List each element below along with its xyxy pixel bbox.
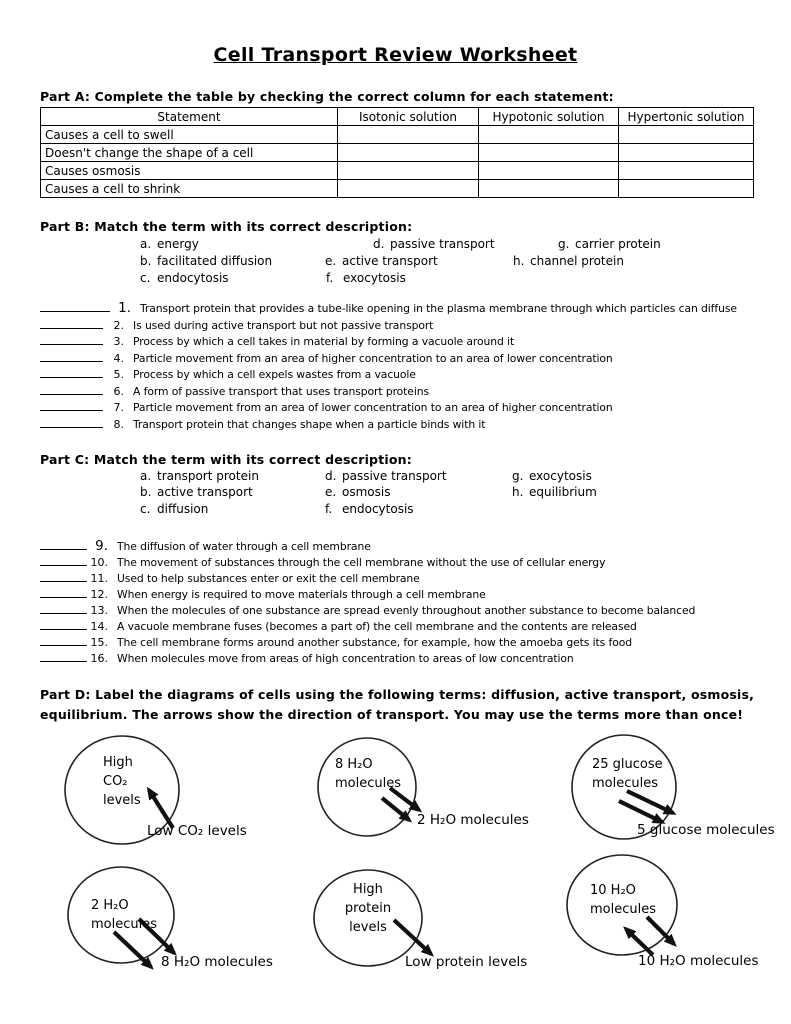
part-a-heading: Part A: Complete the table by checking the correct column for each statement: — [40, 89, 614, 104]
answer-blank[interactable] — [40, 383, 103, 395]
cell-diagram-water-active — [65, 866, 273, 1000]
answer-blank[interactable] — [40, 416, 103, 428]
question-row: 15. The cell membrane forms around another substance, for example, how the amoeba gets its food — [40, 634, 791, 650]
answer-blank[interactable] — [40, 366, 103, 378]
question-row: 8. Transport protein that changes shape when a particle binds with it — [40, 416, 791, 433]
answer-blank[interactable] — [40, 570, 87, 582]
page-title: Cell Transport Review Worksheet — [213, 44, 578, 66]
table-row — [41, 180, 754, 198]
answer-blank[interactable] — [40, 399, 103, 411]
question-row: 1. Transport protein that provides a tube-like opening in the plasma membrane through which particles can diffuse — [40, 300, 791, 317]
answer-cell[interactable] — [479, 180, 619, 198]
question-row: 6. A form of passive transport that uses transport proteins — [40, 383, 791, 400]
inside-label: High protein levels — [344, 882, 392, 935]
inside-label: 8 H₂O molecules — [335, 757, 401, 791]
table-row — [41, 144, 754, 162]
part-b-terms — [0, 237, 791, 291]
answer-blank[interactable] — [40, 602, 87, 614]
question-row: 9. The diffusion of water through a cell membrane — [40, 538, 791, 554]
question-row: 13. When the molecules of one substance are spread evenly throughout another substance to become balanced — [40, 602, 791, 618]
part-b-heading: Part B: Match the term with its correct description: — [40, 219, 413, 234]
term-option-b: b. active transport — [140, 485, 253, 499]
outside-label: 10 H₂O molecules — [638, 953, 759, 969]
column-header-hypotonic: Hypotonic solution — [479, 108, 619, 126]
part-a-table — [40, 107, 754, 198]
question-row: 7. Particle movement from an area of lower concentration to an area of higher concentration — [40, 399, 791, 416]
outside-label: 2 H₂O molecules — [417, 812, 529, 828]
term-option-a: a. transport protein — [140, 469, 259, 483]
term-option-c: c. endocytosis — [140, 271, 229, 285]
outside-label: Low CO₂ levels — [147, 823, 247, 839]
question-row: 2. Is used during active transport but not passive transport — [40, 317, 791, 334]
cell-diagram-co2 — [57, 733, 262, 848]
part-c-heading: Part C: Match the term with its correct description: — [40, 452, 412, 467]
term-option-d: d. passive transport — [373, 237, 495, 251]
outside-label: 5 glucose molecules — [637, 822, 775, 838]
question-row: 12. When energy is required to move materials through a cell membrane — [40, 586, 791, 602]
answer-cell[interactable] — [338, 162, 479, 180]
answer-blank[interactable] — [40, 317, 103, 329]
answer-blank[interactable] — [40, 634, 87, 646]
answer-cell[interactable] — [479, 162, 619, 180]
term-option-g: g. carrier protein — [558, 237, 661, 251]
answer-blank[interactable] — [40, 586, 87, 598]
term-option-f: f. endocytosis — [325, 502, 414, 516]
cell-diagram-water-out — [305, 733, 529, 848]
answer-blank[interactable] — [40, 554, 87, 566]
cell-diagram-glucose — [565, 733, 791, 848]
term-option-g: g. exocytosis — [512, 469, 592, 483]
term-option-d: d. passive transport — [325, 469, 447, 483]
outside-label: 8 H₂O molecules — [161, 954, 273, 970]
answer-blank[interactable] — [40, 300, 110, 312]
answer-cell[interactable] — [479, 144, 619, 162]
term-option-h: h. channel protein — [513, 254, 624, 268]
answer-blank[interactable] — [40, 538, 87, 550]
inside-label: 10 H₂O molecules — [590, 883, 656, 917]
statement-cell: Doesn't change the shape of a cell — [41, 144, 338, 162]
term-option-e: e. active transport — [325, 254, 438, 268]
answer-cell[interactable] — [619, 144, 754, 162]
part-d-heading-line2: equilibrium. The arrows show the direction of transport. You may use the terms more than once! — [40, 707, 744, 722]
column-header-isotonic: Isotonic solution — [338, 108, 479, 126]
table-row — [41, 162, 754, 180]
question-row: 3. Process by which a cell takes in material by forming a vacuole around it — [40, 333, 791, 350]
answer-cell[interactable] — [338, 180, 479, 198]
answer-cell[interactable] — [619, 162, 754, 180]
question-row: 5. Process by which a cell expels wastes from a vacuole — [40, 366, 791, 383]
term-option-c: c. diffusion — [140, 502, 209, 516]
answer-cell[interactable] — [619, 126, 754, 144]
answer-cell[interactable] — [619, 180, 754, 198]
column-header-hypertonic: Hypertonic solution — [619, 108, 754, 126]
term-option-h: h. equilibrium — [512, 485, 597, 499]
term-option-b: b. facilitated diffusion — [140, 254, 273, 268]
answer-cell[interactable] — [338, 144, 479, 162]
question-row: 11. Used to help substances enter or exit the cell membrane — [40, 570, 791, 586]
part-d-heading-line1: Part D: Label the diagrams of cells using the following terms: diffusion, active transport, osmosis, — [40, 687, 755, 702]
table-row — [41, 126, 754, 144]
question-row: 16. When molecules move from areas of high concentration to areas of low concentration — [40, 650, 791, 666]
statement-cell: Causes a cell to shrink — [41, 180, 338, 198]
inside-label: 25 glucose molecules — [592, 757, 663, 791]
inside-label: 2 H₂O molecules — [91, 898, 157, 932]
inside-label: High CO₂ levels — [103, 755, 141, 808]
answer-blank[interactable] — [40, 618, 87, 630]
cell-diagram-graphic — [560, 853, 791, 1000]
part-c-questions — [40, 538, 791, 666]
question-row: 14. A vacuole membrane fuses (becomes a part of) the cell membrane and the contents are released — [40, 618, 791, 634]
question-row: 4. Particle movement from an area of higher concentration to an area of lower concentration — [40, 350, 791, 367]
table-header-row — [41, 108, 754, 126]
term-option-a: a. energy — [140, 237, 199, 251]
column-header-statement: Statement — [41, 108, 338, 126]
cell-diagram-equilibrium — [560, 853, 791, 1000]
question-row: 10. The movement of substances through the cell membrane without the use of cellular energy — [40, 554, 791, 570]
answer-blank[interactable] — [40, 333, 103, 345]
answer-cell[interactable] — [338, 126, 479, 144]
term-option-f: f. exocytosis — [326, 271, 406, 285]
term-option-e: e. osmosis — [325, 485, 391, 499]
answer-blank[interactable] — [40, 350, 103, 362]
answer-cell[interactable] — [479, 126, 619, 144]
outside-label: Low protein levels — [405, 954, 528, 970]
transport-arrow-in-icon — [626, 929, 653, 955]
statement-cell: Causes a cell to swell — [41, 126, 338, 144]
part-c-terms — [0, 469, 791, 523]
part-b-questions — [40, 300, 791, 432]
statement-cell: Causes osmosis — [41, 162, 338, 180]
cell-diagram-protein — [310, 866, 528, 1000]
answer-blank[interactable] — [40, 650, 87, 662]
